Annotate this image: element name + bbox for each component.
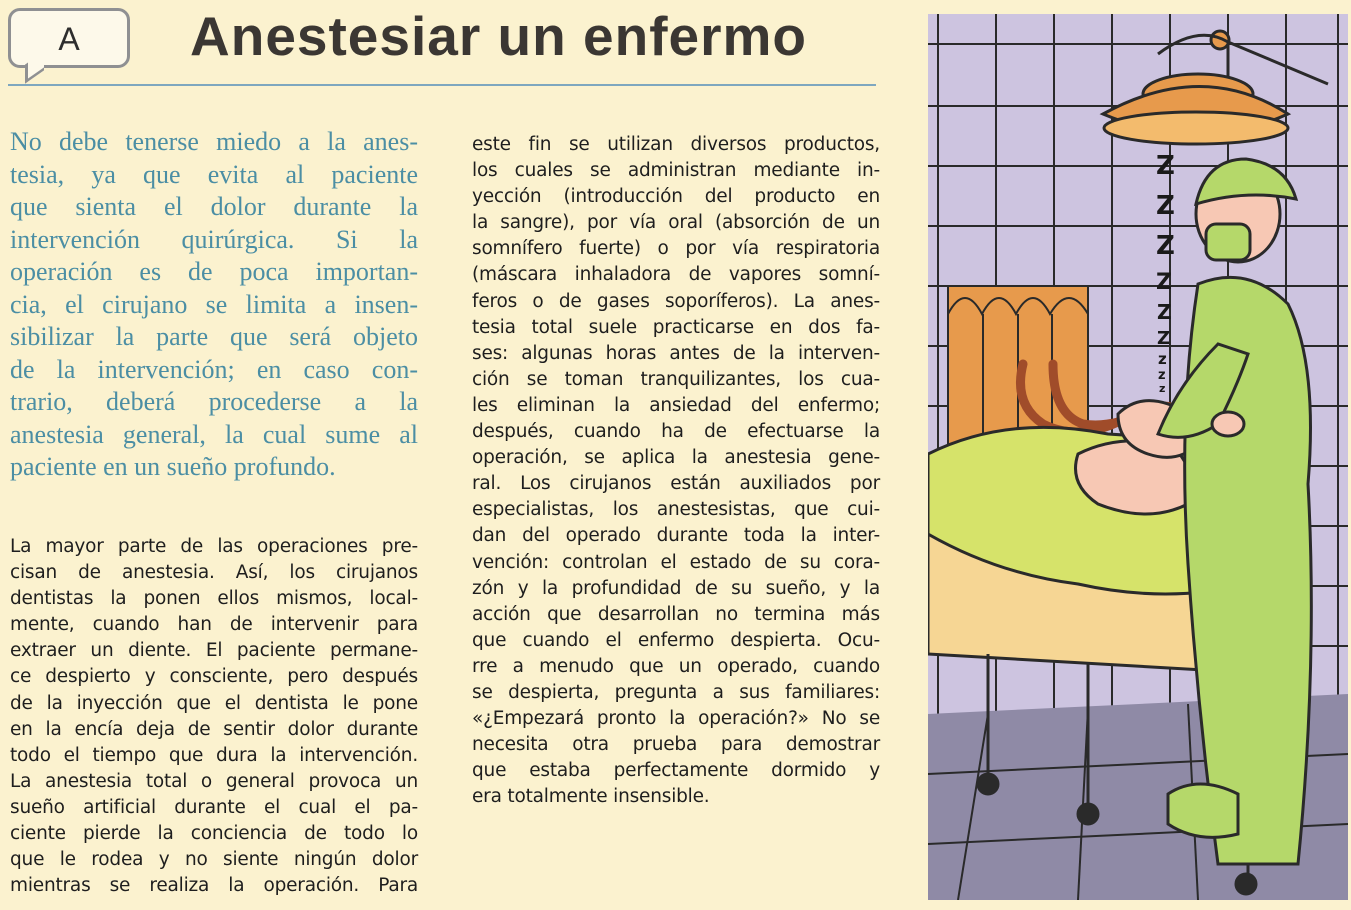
body-line: vención: controlan el estado de su cora- — [472, 551, 880, 573]
title-divider — [8, 84, 876, 86]
body-line: la sangre), por vía oral (absorción de un — [472, 212, 880, 234]
body-line: en la encía deja de sentir dolor durante — [10, 718, 418, 740]
body-line: (máscara inhaladora de vapores somní- — [472, 264, 880, 286]
body-line: La anestesia total o general provoca un — [10, 770, 418, 792]
body-line: ciente pierde la conciencia de todo lo — [10, 823, 418, 845]
right-text-column — [472, 132, 880, 810]
sleep-z: Z — [1156, 191, 1175, 221]
intro-line: No debe tenerse miedo a la anes- — [10, 127, 418, 156]
body-line: mientras se realiza la operación. Para — [10, 875, 418, 897]
intro-line: de la intervención; en caso con- — [10, 354, 418, 384]
intro-line: sibilizar la parte que será objeto — [10, 322, 418, 351]
body-line: ción se toman tranquilizantes, los cua- — [472, 368, 880, 390]
section-letter: A — [58, 21, 80, 57]
intro-line: anestesia general, la cual sume al — [10, 419, 418, 449]
page-title: Anestesiar un enfermo — [190, 5, 808, 67]
body-line: ce despierto y consciente, pero después — [10, 666, 418, 688]
body-line: era totalmente insensible. — [472, 786, 710, 808]
sleep-z: z — [1158, 368, 1166, 383]
body-line: «¿Empezará pronto la operación?» No se — [472, 708, 880, 730]
body-line: necesita otra prueba para demostrar — [472, 734, 880, 756]
body-line: acción que desarrollan no termina más — [472, 603, 880, 625]
body-left — [10, 534, 418, 899]
intro-line: cia, el cirujano se limita a insen- — [10, 289, 418, 319]
body-line: les eliminan la ansiedad del enfermo; — [472, 394, 880, 416]
sleep-z: Z — [1156, 151, 1175, 181]
intro-line: trario, deberá procederse a la — [10, 387, 418, 416]
intro-paragraph — [10, 126, 418, 484]
body-line: que estaba perfectamente dormido y — [472, 760, 880, 782]
intro-line: que sienta el dolor durante la — [10, 192, 418, 221]
body-line: mente, cuando han de intervenir para — [10, 614, 418, 636]
body-line: de la inyección que el dentista le pone — [10, 692, 418, 714]
body-line: que cuando el enfermo despierta. Ocu- — [472, 629, 880, 651]
body-line: feros o de gases soporíferos). La anes- — [472, 290, 880, 312]
body-line: somnífero fuerte) o por vía respiratoria — [472, 238, 880, 260]
body-line: especialistas, los anestesistas, que cui- — [472, 499, 880, 521]
body-line: rre a menudo que un operado, cuando — [472, 655, 880, 677]
sleep-z: z — [1158, 350, 1167, 368]
sleep-z: Z — [1157, 328, 1171, 349]
body-line: dan del operado durante toda la inter- — [472, 525, 880, 547]
body-line: después, cuando ha de efectuarse la — [472, 421, 880, 443]
intro-line: operación es de poca importan- — [10, 257, 418, 286]
body-line: yección (introducción del producto en — [472, 186, 880, 208]
intro-line: paciente en un sueño profundo. — [10, 452, 336, 481]
body-line: que le rodea y no siente ningún dolor — [10, 849, 418, 871]
section-badge — [8, 8, 130, 68]
body-line: tesia total suele practicarse en dos fa- — [472, 316, 880, 338]
body-line: extraer un diente. El paciente permane- — [10, 640, 418, 662]
body-line: los cuales se administran mediante in- — [472, 160, 880, 182]
sleep-z: z — [1159, 382, 1166, 395]
body-line: ses: algunas horas antes de la interven- — [472, 342, 880, 364]
left-column — [10, 126, 418, 484]
body-line: todo el tiempo que dura la intervención. — [10, 744, 418, 766]
body-line: operación, se aplica la anestesia gene- — [472, 447, 880, 469]
intro-line: intervención quirúrgica. Si la — [10, 224, 418, 254]
sleep-z: Z — [1157, 300, 1172, 324]
body-line: zón y la profundidad de su sueño, y la — [472, 577, 880, 599]
body-line: ral. Los cirujanos están auxiliados por — [472, 473, 880, 495]
body-line: cisan de anestesia. Así, los cirujanos — [10, 562, 418, 584]
intro-line: tesia, ya que evita al paciente — [10, 159, 418, 189]
operating-room-illustration — [928, 14, 1348, 900]
sleep-z: Z — [1156, 270, 1172, 295]
body-line: este fin se utilizan diversos productos, — [472, 134, 880, 155]
body-line: La mayor parte de las operaciones pre- — [10, 536, 418, 557]
body-line: dentistas la ponen ellos mismos, local- — [10, 588, 418, 610]
sleep-z: Z — [1156, 231, 1175, 261]
body-line: sueño artificial durante el cual el pa- — [10, 796, 418, 818]
body-line: se despierta, pregunta a sus familiares: — [472, 681, 880, 703]
